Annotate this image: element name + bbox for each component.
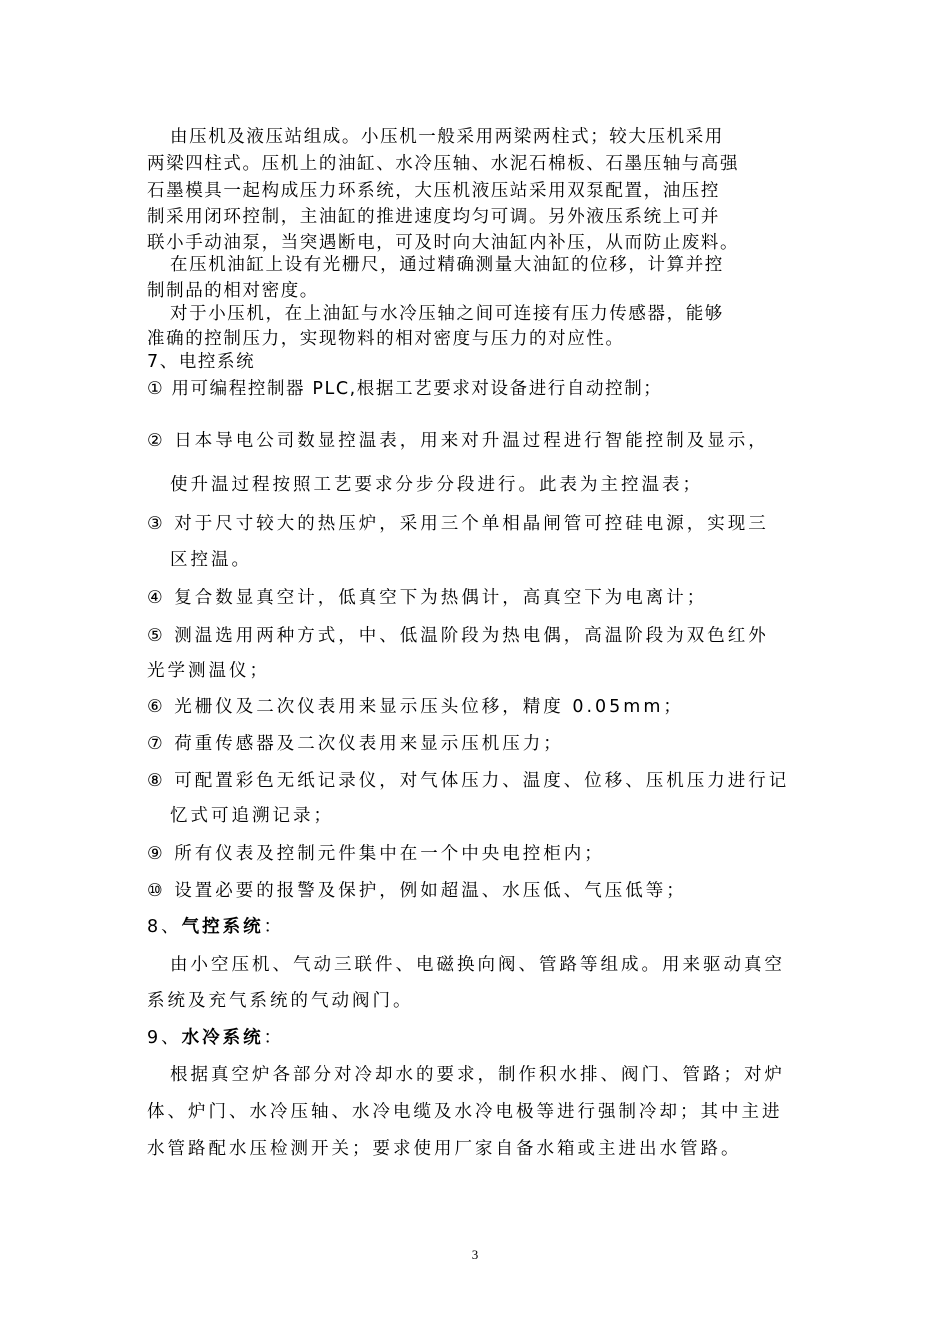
section-heading (147, 1027, 284, 1049)
section-heading: 7、电控系统 (147, 352, 256, 372)
list-item: ① 用可编程控制器 PLC,根据工艺要求对设备进行自动控制； (147, 379, 663, 399)
paragraph-line: 两梁四柱式。压机上的油缸、水冷压轴、水泥石棉板、石墨压轴与高强 (147, 154, 740, 174)
list-item-continuation: 光学测温仪； (147, 661, 270, 681)
paragraph-line: 准确的控制压力，实现物料的相对密度与压力的对应性。 (147, 329, 625, 349)
list-item: ③ 对于尺寸较大的热压炉，采用三个单相晶闸管可控硅电源，实现三 (147, 514, 769, 534)
paragraph-line: 根据真空炉各部分对冷却水的要求，制作积水排、阀门、管路；对炉 (170, 1065, 785, 1085)
list-item: ② 日本导电公司数显控温表，用来对升温过程进行智能控制及显示， (147, 431, 769, 451)
section-number: 8、 (147, 917, 182, 937)
paragraph-line: 水管路配水压检测开关；要求使用厂家自备水箱或主进出水管路。 (147, 1139, 742, 1159)
section-colon: ： (263, 917, 285, 937)
list-item: ⑤ 测温选用两种方式，中、低温阶段为热电偶，高温阶段为双色红外 (147, 626, 769, 646)
list-item: ⑨ 所有仪表及控制元件集中在一个中央电控柜内； (147, 844, 605, 864)
page-number: 3 (471, 1247, 479, 1262)
paragraph-line: 体、炉门、水冷压轴、水冷电缆及水冷电极等进行强制冷却；其中主进 (147, 1102, 783, 1122)
list-item: ⑩ 设置必要的报警及保护，例如超温、水压低、气压低等； (147, 881, 687, 901)
paragraph-line: 系统及充气系统的气动阀门。 (147, 991, 414, 1011)
list-item-continuation: 使升温过程按照工艺要求分步分段进行。此表为主控温表； (170, 475, 703, 495)
paragraph-line: 由小空压机、气动三联件、电磁换向阀、管路等组成。用来驱动真空 (170, 955, 785, 975)
list-item: ⑥ 光栅仪及二次仪表用来显示压头位移，精度 0.05mm； (147, 697, 684, 717)
section-colon: ： (263, 1028, 285, 1048)
section-heading (147, 916, 284, 938)
list-item: ⑧ 可配置彩色无纸记录仪，对气体压力、温度、位移、压机压力进行记 (147, 771, 790, 791)
paragraph-line: 在压机油缸上设有光栅尺，通过精确测量大油缸的位移，计算并控 (170, 255, 724, 275)
list-item: ④ 复合数显真空计，低真空下为热偶计，高真空下为电离计； (147, 588, 708, 608)
list-item: ⑦ 荷重传感器及二次仪表用来显示压机压力； (147, 734, 564, 754)
section-title: 水冷系统 (181, 1028, 264, 1048)
list-item-continuation: 区控温。 (170, 550, 252, 570)
section-number: 9、 (147, 1028, 182, 1048)
paragraph-line: 制制品的相对密度。 (147, 281, 319, 301)
paragraph-line: 制采用闭环控制，主油缸的推进速度均匀可调。另外液压系统上可并 (147, 207, 720, 227)
paragraph-line: 对于小压机，在上油缸与水冷压轴之间可连接有压力传感器，能够 (170, 304, 724, 324)
paragraph-line: 由压机及液压站组成。小压机一般采用两梁两柱式；较大压机采用 (170, 127, 724, 147)
paragraph-line: 石墨模具一起构成压力环系统，大压机液压站采用双泵配置，油压控 (147, 181, 720, 201)
section-title: 气控系统 (181, 917, 264, 937)
list-item-continuation: 忆式可追溯记录； (170, 806, 334, 826)
paragraph-line: 联小手动油泵，当突遇断电，可及时向大油缸内补压，从而防止废料。 (147, 233, 740, 253)
